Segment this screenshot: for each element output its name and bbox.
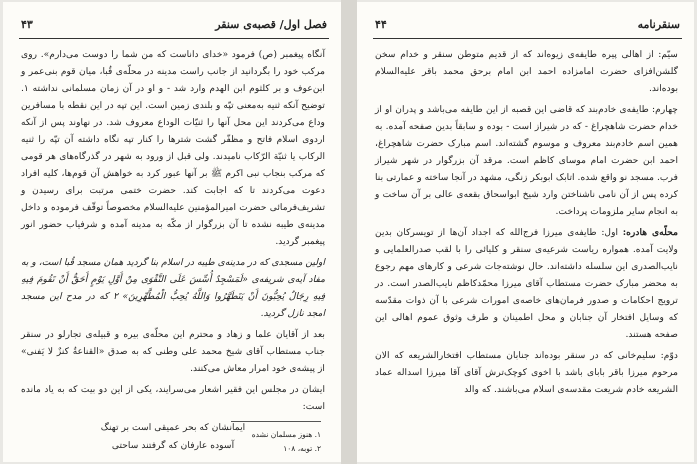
paragraph: چهارم: طایفه‌ی خادم‌بند که قاضی این قصبه از این طایفه می‌باشد و پدران او از خدام حضرت شاهچراغ - که در شیراز است - بوده و سابقاً بدین صفحه آمده. به همین اسم خادم‌بند معروف و موسوم گشته‌اند. اسم مبارک حضرت شاهچراغ، احمد ابن حضرت امام موسای کاظم است. مرقد آن بزرگوار در شهر شیراز فرب. مسجد نو واقع شده. اتابک ابوبکر زنگی، مشهد در آنجا ساخته و عمارتی بنا کرده پس از آن نامی ناشناختن وارد شیخ ابواسحاق بقعه‌ی عالی بر آن ساخت و به انجام سایر ملزومات پرداخت. — [375, 104, 678, 217]
right-page-header — [375, 16, 680, 36]
verse-line: آسوده عارفان که گرفتند ساحتی — [111, 440, 235, 451]
footnotes — [23, 428, 321, 456]
book-title: سنقرنامه — [637, 18, 680, 31]
section-text: اول: طایفه‌ی میرزا فرج‌الله که اجداد آن‌ها از تویسرکان بدین ولایت آمده. همواره ریاست شرعیه‌ی سنقر و کلیائی را با لقب صدرالعلمایی و نایب‌الصدری این سلسله داشته‌اند. حال نوشته‌جات شرعی و کارهای مهم رجوع به محضر مبارک حضرت مستطاب آقای میرزا محمّدکاظم نایب‌الصدر است. در ترویج احکامات و صدور فرمان‌های خاصه‌ی امورات شرعی با آن ذوات مقدّسه که وسایل افتخار آن جنابان و محل اطمینان و طرف وثوق عموم اهالی این صفحه هستند. — [375, 227, 678, 340]
paragraph: اولین مسجدی که در مدینه‌ی طیبه در اسلام بنا گردید همان مسجد قُبا است، و به مفاد آیه‌ی شریفه‌ی «لَمَسْجِدٌ أُسِّسَ عَلَى التَّقْوَى مِنْ أَوَّلِ يَوْمٍ أَحَقُّ أَنْ تَقُومَ فِيهِ فِيهِ رِجَالٌ يُحِبُّونَ أَنْ يَتَطَهَّرُوا وَاللَّهُ يُحِبُّ الْمُطَّهِّرِينَ» ۲ که در مدح این مسجد امجد نازل گردید. — [21, 257, 325, 319]
header-rule — [19, 38, 329, 39]
footnote: ۲. توبه، ۱۰۸ — [283, 444, 321, 453]
paragraph: ایشان در مجلس این فقیر اشعار می‌سرایند، یکی از این دو بیت که به یاد مانده است: — [21, 384, 325, 412]
paragraph: سیّم: از اهالی پیره طایفه‌ی زیوه‌اند که از قدیم متوطن سنقر و خدام سخن گلشن‌افزای حضرت امامزاده احمد ابن امام برحق محمد باقر علیه‌السلام بوده‌اند. — [375, 49, 678, 94]
verse-line: ایمانشان که بحر عمیقی است بر تهنگ — [100, 422, 246, 433]
paragraph: آنگاه پیغمبر (ص) فرمود «خدای داناست که من شما را دوست می‌دارم». روی مرکب خود را بگردانید از جانب راست مدینه در محلّه‌ی قُبا، میان قوم بنی‌عمر و ابن‌عوف و بر کلثوم ابن الهدم وارد شد - و او در آن زمان مسلمانی نداشته ۱. توضیح آنکه ثنیه به‌معنی تپّه و بلندی زمین است. این تپه در این نقطه با مسافرین وداع می‌کردند این محل آنها را ثنیّات الوداع معروف شد. در نهاوند پس از آنکه اردوی اسلام فاتح و مظفّر گشت شترها را کنار تپه نگاه داشته آن تپّه را ثنیه الرکاب یا ثنیّة الرّکاب نامیدند. ولی قبل از ورود به شهر در گذرگاه‌های هر قومی که مرکب بنجاب نبی اکرم ﷺ بر آنها عبور کرد به خواهش آن قوم‌ها، کلیه افراد دعوت می‌کردند تا که اجابت کند. حضرت ختمی مرتبت برای رسیدن و تشریف‌فرمائی حضرت امیرالمؤمنین علیه‌السلام مخصوصاً توقّف فرموده و داخل مدینه‌ی طیبه نشده تا آن بزرگوار از مکّه به مدینه آمده و شرفیاب حضور انور پیغمبر گردید. — [21, 49, 325, 247]
section-heading: محلّه‌ی هادره: — [622, 227, 678, 238]
header-rule — [373, 38, 682, 39]
right-page — [357, 2, 694, 462]
footnote-rule — [231, 421, 321, 422]
paragraph: دوّم: سلیم‌خانی که در سنقر بوده‌اند جنابان مستطاب افتخارالشریعه که الان مرحوم میرزا باقر بابای باشد با اخوی کوچک‌ترش آقای آقا میرزا اسداله عماد الشریعه خادم شریعت مقدسه‌ی اسلام می‌باشند. که والد — [375, 350, 678, 395]
paragraph: بعد از آقایان علما و زهاد و محترم این محلّه‌ی بیره و قبیله‌ی تجارلو در سنقر جناب مستطاب آقای شیخ محمد علی وطنی که به صدق «القناعةُ کنزٌ لا یَفنی» از پیشه‌ی خود امرار معاش می‌کنند. — [21, 329, 325, 374]
page-number: ۴۳ — [21, 18, 33, 31]
book-gutter — [341, 0, 357, 464]
page-number: ۴۴ — [375, 18, 387, 31]
left-page-header — [21, 16, 327, 36]
left-page — [3, 2, 341, 462]
chapter-title: فصل اول/ قصبه‌ی سنقر — [215, 18, 327, 31]
right-page-body — [375, 46, 678, 402]
left-page-body — [21, 46, 325, 459]
section-paragraph — [375, 224, 678, 343]
footnote: ۱. هنوز مسلمان نشده — [251, 430, 321, 439]
